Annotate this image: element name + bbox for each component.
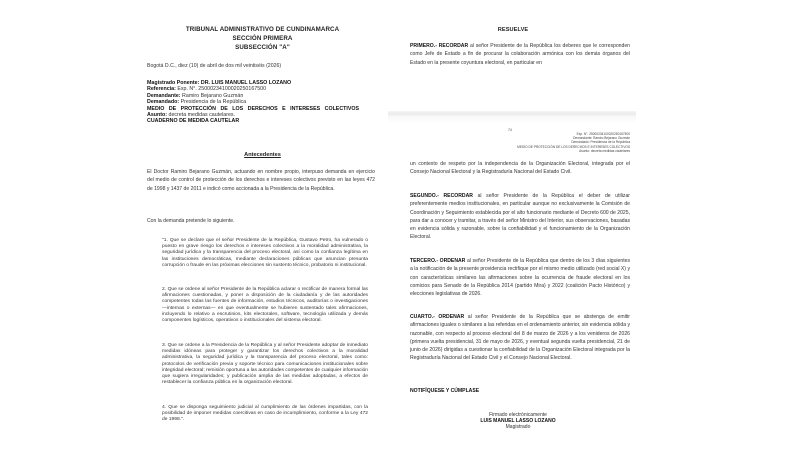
document-page-left	[140, 0, 385, 450]
claim-1: "1. Que se declare que el señor Presidente de la República, Gustavo Petro, ha vulnerado o puesto en grave riesgo los derechos e intereses colectivos a la moralidad administrativa, la seguridad jurídica y la transparencia del proceso electoral, así como la confianza legítima en las instituciones democráticas, mediante declaraciones públicas que anuncian presunta corrupción o fraude en las próximas elecciones sin sustento técnico, probatorio ni institucional.	[162, 238, 368, 268]
subject-value: decreta medidas cautelares.	[168, 112, 236, 119]
case-metadata	[147, 80, 375, 125]
defendant-label: Demandado:	[147, 99, 180, 106]
document-page-right	[388, 0, 638, 450]
magistrate-value: DR. LUIS MANUEL LASSO LOZANO	[200, 80, 292, 86]
claim-3: 3. Que se ordene a la Presidencia de la República y al señor Presidente adoptar de inmediato medidas idóneas para proteger y garantizar los derechos colectivos a la moralidad administrativa, la seguridad jurídica y la transparencia del proceso electoral, tales como: protocolos de verificación previa y soporte técnico para comunicaciones institucionales sobre integridad electoral; remisión oportuna a las autoridades competentes de cualquier información que sugiera irregularidades; y publicación amplia de las medidas adoptadas, a efectos de restablecer la confianza pública en la organización electoral.	[162, 343, 368, 386]
order-primero-part2: un contexto de respeto por la independencia de la Organización Electoral, integrada por el Consejo Nacional Electoral y la Registraduría Nacional del Estado Civil.	[410, 161, 630, 176]
notebook-label: CUADERNO DE MEDIDA CAUTELAR	[147, 118, 240, 125]
order-tercero: TERCERO.- ORDENAR al señor Presidente de la República que dentro de los 3 días siguientes a la notificación de la presente providencia rectifique por el mismo medio utilizado (red social X) y con características similares las afirmaciones sobre la ocurrencia de fraude electoral en los comicios para Senado de la República 2014 (partido Mira) y 2022 (coalición Pacto Histórico) y elecciones legislativas de 2026.	[410, 258, 630, 298]
order-primero-label: PRIMERO.- RECORDAR	[410, 43, 469, 49]
running-header: Exp. N°. 25000234100020250167500 Demandante: Ramiro Bejarano Guzmán Demandado: Presidencia de la República MEDIO DE PROTECCIÓN DE LOS DERECHOS E INTERESES COLECTIVOS Asunto: decreta medidas cautelares	[517, 132, 630, 153]
defendant-value: Presidencia de la República	[180, 99, 247, 106]
plaintiff-value: Ramiro Bejarano Guzmán	[182, 92, 244, 99]
order-primero-part1: PRIMERO.- RECORDAR al señor Presidente de la República los deberes que le corresponden como Jefe de Estado a fin de procurar la colaboración armónica con los demás órganos del Estado en la presente coyuntura electoral, en particular en	[410, 43, 630, 66]
plaintiff-label: Demandante:	[147, 92, 181, 99]
order-cuarto-label: CUARTO.- ORDENAR	[410, 314, 465, 320]
order-segundo: SEGUNDO.- RECORDAR al señor Presidente de la República el deber de utilizar preferentemente medios institucionales, en particular aunque no exclusivamente la Comisión de Coordinación y Seguimiento establecida por el alto funcionario mediante el Decreto 600 de 2025, para dar a conocer y tramitar, a través del señor Ministro del Interior, sus observaciones, basadas en evidencia sólida y razonable, sobre la confiabilidad y el funcionamiento de la Organización Electoral.	[410, 193, 630, 241]
claim-2: 2. Que se ordene al señor Presidente de la República aclarar o rectificar de manera formal las afirmaciones cuestionadas, y poner a disposición de la ciudadanía y de las autoridades competentes todas las fuentes de información, estudios técnicos, auditorías o investigaciones —internas o externas— en que eventualmente se hubieren sustentado tales afirmaciones, incluyendo lo relativo a escrutinios, kits electorales, software, tecnología utilizada y demás componentes logísticos, operativos o institucionales del sistema electoral.	[162, 287, 368, 324]
order-tercero-label: TERCERO.- ORDENAR	[410, 258, 466, 264]
page-number: 74	[508, 128, 512, 132]
order-segundo-label: SEGUNDO.- RECORDAR	[410, 193, 473, 199]
subject-label: Asunto:	[147, 112, 168, 119]
reference-label: Referencia:	[147, 86, 176, 93]
court-subsection: SUBSECCIÓN "A"	[235, 44, 290, 51]
order-cuarto: CUARTO.- ORDENAR al señor Presidente de la República que se abstenga de emitir afirmaciones iguales o similares a las referidas en el ordenamiento anterior, sin evidencia sólida y razonable, con respecto al proceso electoral del 8 de marzo de 2026 y a los venideros de 2026 (primera vuelta presidencial, 31 de mayo de 2026, y eventual segunda vuelta presidencial, 21 de junio de 2026) dirigidas a cuestionar la confiabilidad de la Organización Electoral integrada por la Registraduría Nacional del Estado Civil y el Consejo Nacional Electoral.	[410, 314, 630, 362]
section-title-antecedentes: Antecedentes	[244, 152, 281, 158]
reference-value: Exp. N°. 25000234100020250167500	[177, 86, 267, 93]
closing-formula: NOTIFÍQUESE Y CÚMPLASE	[410, 388, 480, 394]
signature-block	[428, 412, 608, 431]
signature-note: Firmado electrónicamente	[489, 412, 547, 418]
paragraph-pretensiones-intro: Con la demanda pretende lo siguiente.	[147, 218, 235, 224]
magistrate-label: Magistrado Ponente:	[147, 80, 200, 86]
court-name: TRIBUNAL ADMINISTRATIVO DE CUNDINAMARCA	[185, 26, 340, 33]
signature-title: Magistrado	[505, 424, 531, 431]
date-line: Bogotá D.C., diez (10) de abril de dos mil veintiséis (2026)	[147, 63, 282, 69]
signature-name: LUIS MANUEL LASSO LOZANO	[480, 418, 556, 425]
section-title-resuelve: RESUELVE	[497, 27, 529, 33]
court-section: SECCIÓN PRIMERA	[232, 35, 293, 42]
action-type: MEDIO DE PROTECCIÓN DE LOS DERECHOS E INTERESES COLECTIVOS	[147, 105, 360, 112]
paragraph-antecedentes: El Doctor Ramiro Bejarano Guzmán, actuando en nombre propio, interpuso demanda en ejercicio del medio de control de protección de los derechos e intereses colectivos previsto en las leyes 472 de 1998 y 1437 de 2011 e indicó como accionada a la Presidencia de la República.	[147, 169, 375, 192]
claim-4: 4. Que se disponga seguimiento judicial al cumplimiento de las órdenes impartidas, con la posibilidad de imponer medidas coercitivas en caso de incumplimiento, conforme a la Ley 472 de 1998.".	[162, 405, 368, 423]
page-break-shadow	[388, 116, 636, 124]
